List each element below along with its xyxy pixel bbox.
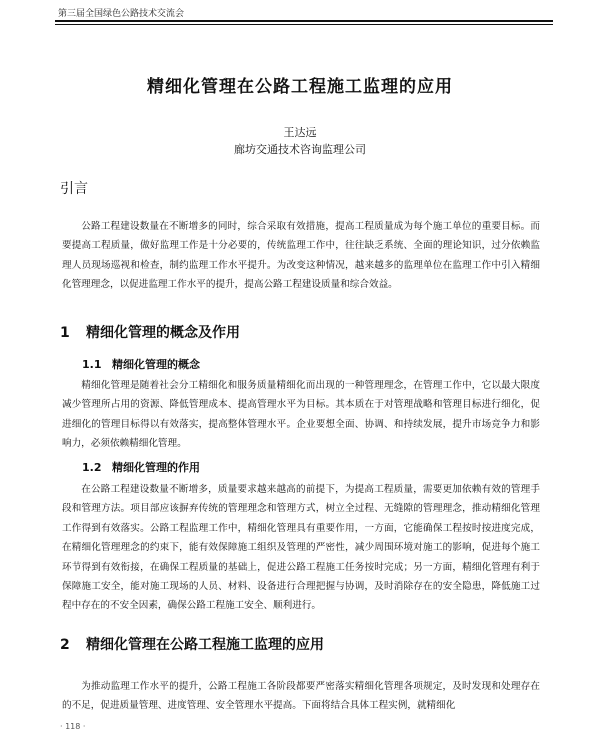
page-number: · 118 · bbox=[60, 722, 86, 731]
section-1-2-number: 1.2 bbox=[82, 461, 102, 474]
author-name: 王达远 bbox=[283, 126, 317, 139]
paper-title: 精细化管理在公路工程施工监理的应用 bbox=[147, 77, 453, 97]
header-rule-thin bbox=[55, 24, 553, 25]
author-affiliation: 廊坊交通技术咨询监理公司 bbox=[234, 143, 366, 156]
intro-heading: 引言 bbox=[60, 181, 88, 197]
section-1-title: 精细化管理的概念及作用 bbox=[86, 325, 240, 341]
section-1-heading bbox=[60, 322, 240, 342]
section-2-title: 精细化管理在公路工程施工监理的应用 bbox=[86, 637, 324, 653]
section-1-1-title: 精细化管理的概念 bbox=[112, 358, 200, 371]
section-1-1-paragraph: 精细化管理是随着社会分工精细化和服务质量精细化而出现的一种管理理念，在管理工作中，它以最大限度减少管理所占用的资源、降低管理成本、提高管理水平为目标。其本质在于对管理战略和管理目标进行细化，促进细化的管理目标得以有效落实，提高整体管理水平。企业要想全面、协调、和持续发展，提升市场竞争力和影响力，必须依赖精细化管理。 bbox=[62, 380, 540, 450]
running-head: 第三届全国绿色公路技术交流会 bbox=[58, 9, 185, 19]
section-2-number: 2 bbox=[60, 637, 70, 653]
header-rule-thick bbox=[55, 20, 553, 22]
section-1-2-title: 精细化管理的作用 bbox=[112, 461, 200, 474]
section-1-number: 1 bbox=[60, 325, 70, 341]
section-1-2-heading bbox=[82, 459, 200, 475]
intro-paragraph: 公路工程建设数量在不断增多的同时，综合采取有效措施，提高工程质量成为每个施工单位的重要目标。而要提高工程质量，做好监理工作是十分必要的，传统监理工作中，往往缺乏系统、全面的理论知识，过分依赖监理人员现场巡视和检查，制约监理工作水平提升。为改变这种情况，越来越多的监理单位在监理工作中引入精细化管理理念，以促进监理工作水平的提升，提高公路工程建设质量和综合效益。 bbox=[62, 221, 540, 291]
section-1-2-paragraph: 在公路工程建设数量不断增多，质量要求越来越高的前提下，为提高工程质量，需要更加依赖有效的管理手段和管理方法。项目部应该摒弃传统的管理理念和管理方式，树立全过程、无缝隙的管理理念，推动精细化管理工作得到有效落实。公路工程监理工作中，精细化管理具有重要作用，一方面，它能确保工程按时按进度完成，在精细化管理理念的约束下，能有效保障施工组织及管理的严密性，减少周围环境对施工的影响，促进每个施工环节得到有效衔接，在确保工程质量的基础上，促进公路工程施工任务按时完成；另一方面，精细化管理有利于保障施工安全，能对施工现场的人员、材料、设备进行合理把握与协调，及时消除存在的安全隐患，降低施工过程中存在的不安全因素，确保公路工程施工安全、顺利进行。 bbox=[62, 484, 540, 612]
section-2-heading bbox=[60, 634, 324, 654]
section-2-paragraph: 为推动监理工作水平的提升，公路工程施工各阶段都要严密落实精细化管理各项规定，及时发现和处理存在的不足，促进质量管理、进度管理、安全管理水平提高。下面将结合具体工程实例，就精细化 bbox=[62, 681, 540, 712]
section-1-1-number: 1.1 bbox=[82, 358, 102, 371]
section-1-1-heading bbox=[82, 356, 200, 372]
